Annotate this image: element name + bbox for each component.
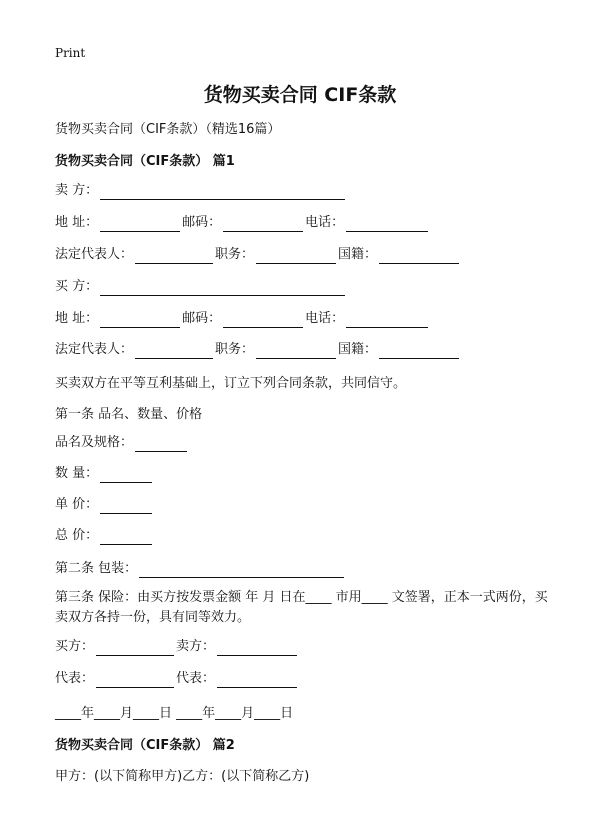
quantity-row (55, 465, 154, 483)
seller-label: 卖 方： (55, 183, 99, 198)
position-label: 职务： (215, 342, 255, 357)
phone-blank (346, 216, 428, 232)
agreement-text: 买卖双方在平等互利基础上，订立下列合同条款，共同信守。 (55, 376, 407, 391)
seller-blank (100, 184, 345, 200)
packaging-blank (139, 562, 344, 578)
buyer-label: 买 方： (55, 279, 99, 294)
total-price-label: 总 价： (55, 528, 99, 543)
buyer-blank (100, 280, 345, 296)
rep-buyer-blank (96, 672, 174, 688)
rep-label-buyer: 代表： (55, 671, 95, 686)
legal-rep-blank (135, 343, 213, 359)
sign-buyer-blank (96, 640, 174, 656)
quantity-blank (100, 467, 152, 483)
article3-paragraph: 第三条 保险：由买方按发票金额 年 月 日在____ 市用____ 文签署，正本一式两份，买卖双方各持一份，具有同等效力。 (55, 590, 548, 625)
product-spec-row (55, 434, 189, 452)
date-line: ____年____月____日 ____年____月____日 (55, 706, 294, 721)
position-blank (256, 248, 336, 264)
product-spec-blank (135, 436, 187, 452)
sign-seller-label: 卖方： (176, 639, 216, 654)
article1-heading: 第一条 品名、数量、价格 (55, 407, 203, 422)
total-price-row (55, 527, 154, 545)
address-label: 地 址： (55, 311, 99, 326)
article2-row (55, 560, 346, 578)
nationality-blank (379, 343, 459, 359)
article2-label: 第二条 包装： (55, 561, 138, 576)
nationality-label: 国籍： (338, 342, 378, 357)
signature-rep-row (55, 670, 299, 688)
quantity-label: 数 量： (55, 466, 99, 481)
section1-heading: 货物买卖合同（CIF条款） 篇1 (55, 154, 235, 169)
address-blank (100, 216, 180, 232)
sign-seller-blank (217, 640, 297, 656)
unit-price-label: 单 价： (55, 497, 99, 512)
product-spec-label: 品名及规格： (55, 435, 134, 450)
seller-address-row (55, 214, 430, 232)
legal-rep-label: 法定代表人： (55, 342, 134, 357)
rep-label-seller: 代表： (176, 671, 216, 686)
address-blank (100, 312, 180, 328)
rep-seller-blank (217, 672, 297, 688)
section2-heading: 货物买卖合同（CIF条款） 篇2 (55, 738, 235, 753)
postcode-label: 邮码： (182, 311, 222, 326)
document-title: 货物买卖合同 CIF条款 (203, 84, 397, 106)
buyer-row (55, 278, 347, 296)
seller-row (55, 182, 347, 200)
total-price-blank (100, 529, 152, 545)
position-label: 职务： (215, 247, 255, 262)
print-link[interactable]: Print (55, 46, 86, 60)
address-label: 地 址： (55, 215, 99, 230)
phone-label: 电话： (305, 311, 345, 326)
buyer-legal-row (55, 341, 461, 359)
phone-label: 电话： (305, 215, 345, 230)
unit-price-blank (100, 498, 152, 514)
postcode-blank (223, 312, 303, 328)
postcode-blank (223, 216, 303, 232)
legal-rep-label: 法定代表人： (55, 247, 134, 262)
phone-blank (346, 312, 428, 328)
nationality-blank (379, 248, 459, 264)
legal-rep-blank (135, 248, 213, 264)
unit-price-row (55, 496, 154, 514)
signature-party-row (55, 638, 299, 656)
position-blank (256, 343, 336, 359)
sign-buyer-label: 买方： (55, 639, 95, 654)
nationality-label: 国籍： (338, 247, 378, 262)
buyer-address-row (55, 310, 430, 328)
document-subtitle: 货物买卖合同（CIF条款）（精选16篇） (55, 122, 281, 137)
party-line: 甲方：(以下简称甲方)乙方：(以下简称乙方) (55, 769, 310, 784)
seller-legal-row (55, 246, 461, 264)
postcode-label: 邮码： (182, 215, 222, 230)
